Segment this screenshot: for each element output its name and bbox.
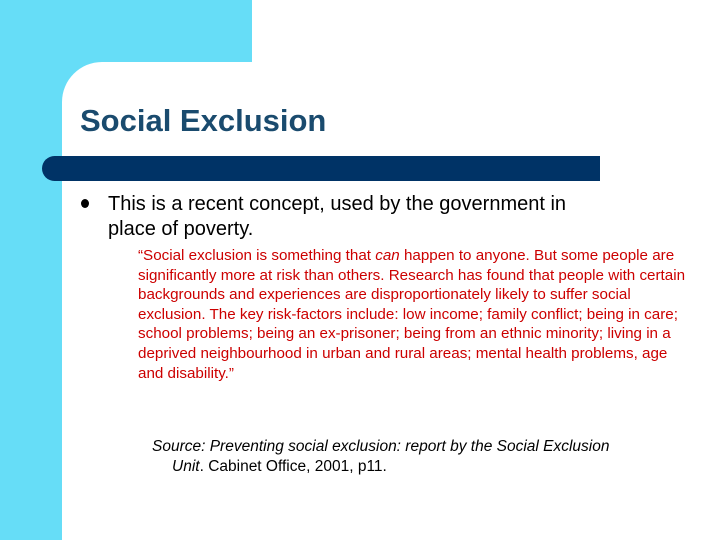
- quote-part-1: “Social exclusion is something that: [138, 247, 376, 264]
- source-line-1: Source: Preventing social exclusion: report by the Social Exclusion: [152, 438, 610, 455]
- bullet-line-1: This is a recent concept, used by the government in: [108, 193, 567, 215]
- source-unit: Unit: [172, 458, 200, 475]
- bullet-text: [108, 192, 668, 242]
- quote-part-2: happen to anyone. But some people are significantly more at risk than others. Research has found that people with certain backgrounds and experiences are disproportionately likely to suffer social exclusion. The key risk-factors include: low income; family conflict; being in care; school problems; being an ex-prisoner; being from an ethnic minority; living in a deprived neighbourhood in urban and rural areas; mental health problems, age and disability.”: [138, 247, 686, 382]
- bullet-line-2: place of poverty.: [108, 218, 254, 240]
- quote-emphasis: can: [375, 247, 400, 264]
- slide-title: Social Exclusion: [80, 103, 327, 138]
- decorative-top-block: [0, 0, 252, 62]
- source-tail: . Cabinet Office, 2001, p11.: [199, 458, 387, 475]
- source-citation: [152, 437, 697, 477]
- decorative-left-strip: [0, 62, 62, 540]
- title-underline-bar: [60, 156, 600, 181]
- quote-block: [138, 246, 694, 383]
- bullet-icon: [81, 199, 89, 208]
- decorative-corner: [62, 62, 102, 102]
